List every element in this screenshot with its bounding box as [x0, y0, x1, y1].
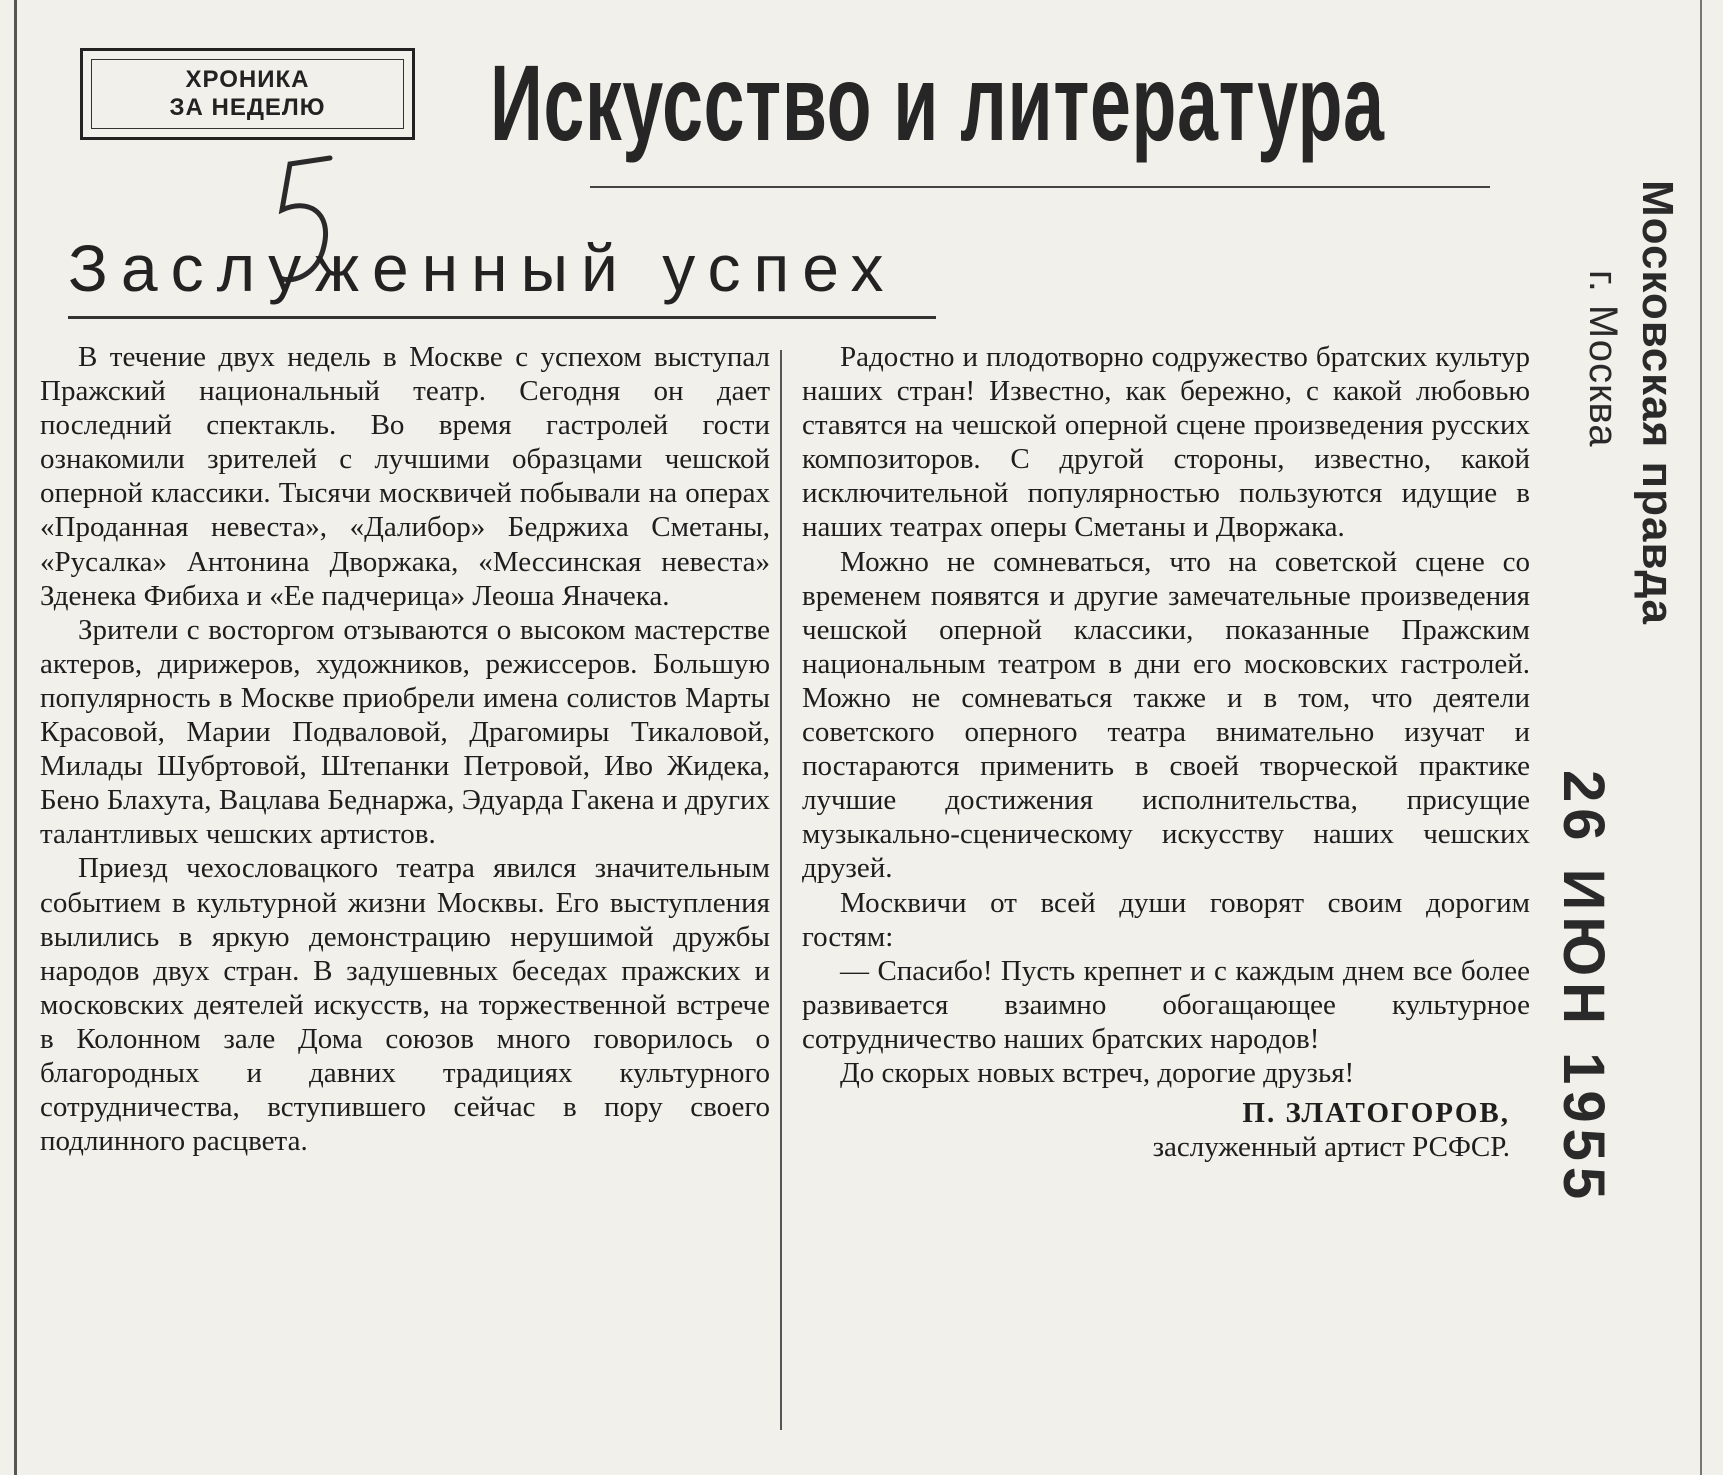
clipping-edge-left — [14, 0, 17, 1475]
paragraph: Приезд чехословацкого театра явился значительным событием в культурной жизни Москвы. Его выступления вылились в яркую демонстрацию нерушимой дружбы народов двух стран. В задушевных беседах пражских и московских деятелей искусств, на торжественной встрече в Колонном зале Дома союзов много говорилось о благородных и давних традициях культурного сотрудничества, вступившего сейчас в пору своего подлинного расцвета. — [40, 852, 770, 1158]
paragraph: — Спасибо! Пусть крепнет и с каждым днем все более развивается взаимно обогащающее культурное сотрудничество наших братских народов! — [802, 954, 1530, 1055]
stamp-newspaper-name: Московская правда — [1633, 180, 1682, 625]
section-title: Искусство и литература — [490, 42, 1385, 163]
stamp-city: г. Москва — [1581, 270, 1625, 448]
section-title-rule — [590, 186, 1490, 188]
clipping-edge-right — [1700, 0, 1702, 1475]
article-headline: Заслуженный успех — [68, 231, 897, 305]
article-column-right — [802, 340, 1530, 1164]
rubric-box — [80, 48, 415, 140]
paragraph: Можно не сомневаться, что на советской сцене со временем появятся и другие замечательные произведения чешской оперной классики, показанные Пражским национальным театром в дни его московских гастролей. Можно не сомневаться также и в том, что деятели советского оперного театра внимательно изучат и постараются применить в своей творческой практике лучшие достижения исполнительства, присущие музыкально-сценическому искусству наших чешских друзей. — [802, 545, 1530, 885]
article-column-left — [40, 340, 770, 1158]
author-signature: П. ЗЛАТОГОРОВ, — [1242, 1097, 1510, 1130]
headline-rule — [68, 316, 936, 319]
paragraph: Радостно и плодотворно содружество братских культур наших стран! Известно, как бережно, с какой любовью ставятся на чешской оперной сцене произведения русских композиторов. С другой стороны, известно, какой исключительной популярностью пользуются идущие в наших театрах оперы Сметаны и Дворжака. — [802, 341, 1530, 544]
rubric-line-2: ЗА НЕДЕЛЮ — [169, 94, 326, 121]
paragraph: В течение двух недель в Москве с успехом выступал Пражский национальный театр. Сегодня он дает последний спектакль. Во время гастролей гости ознакомили зрителей с лучшими образцами чешской оперной классики. Тысячи москвичей побывали на операх «Проданная невеста», «Далибор» Бедржиха Сметаны, «Русалка» Антонина Дворжака, «Мессинская невеста» Зденека Фибиха и «Ее падчерица» Леоша Яначека. — [40, 341, 770, 612]
author-title: заслуженный артист РСФСР. — [1152, 1131, 1510, 1164]
column-divider — [780, 350, 782, 1430]
paragraph: Зрители с восторгом отзываются о высоком мастерстве актеров, дирижеров, художников, режиссеров. Большую популярность в Москве приобрели имена солистов Марты Красовой, Марии Подваловой, Драгомиры Тикаловой, Милады Шубртовой, Штепанки Петровой, Иво Жидека, Бено Блахута, Вацлава Беднаржа, Эдуарда Гакена и других талантливых чешских артистов. — [40, 613, 770, 851]
paragraph: Москвичи от всей души говорят своим дорогим гостям: — [802, 886, 1530, 953]
paragraph: До скорых новых встреч, дорогие друзья! — [840, 1056, 1355, 1089]
stamp-date: 26 ИЮН 1955 — [1551, 770, 1616, 1206]
rubric-line-1: ХРОНИКА — [185, 66, 310, 93]
